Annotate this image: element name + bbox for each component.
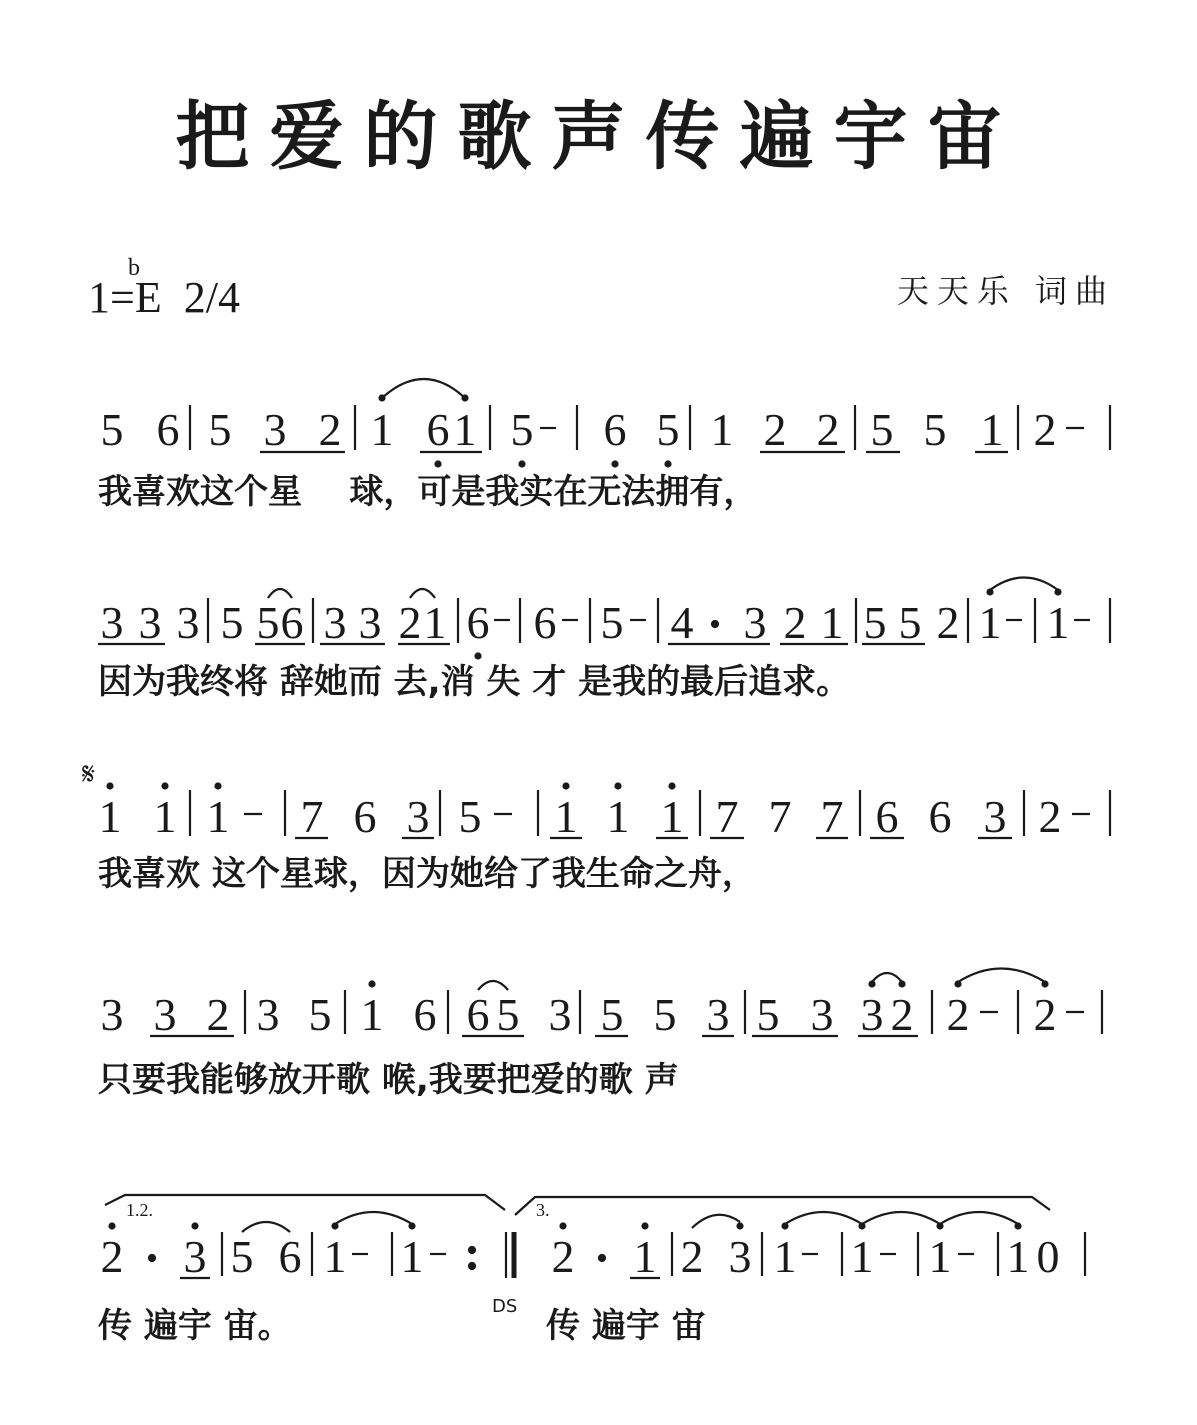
svg-text:3: 3 <box>706 989 730 1040</box>
svg-text:1: 1 <box>660 791 684 842</box>
flat-symbol: b <box>128 255 140 281</box>
svg-text:2: 2 <box>816 404 840 455</box>
svg-text:5: 5 <box>458 791 482 842</box>
svg-text:2: 2 <box>763 404 787 455</box>
svg-text:3: 3 <box>263 404 287 455</box>
svg-text:1: 1 <box>710 404 734 455</box>
ds-marking: DS <box>492 1296 518 1317</box>
svg-text:3: 3 <box>100 989 124 1040</box>
svg-text:7: 7 <box>300 791 324 842</box>
svg-text:1: 1 <box>360 989 384 1040</box>
lyrics-line-4: 只要我能够放开歌 喉,我要把爱的歌 声 <box>98 1060 679 1100</box>
key-note: E <box>134 273 162 322</box>
svg-text:3: 3 <box>358 597 382 648</box>
svg-text:3: 3 <box>810 989 834 1040</box>
svg-text:5: 5 <box>870 404 894 455</box>
svg-text:5: 5 <box>220 597 244 648</box>
lyrics-line-2: 因为我终将 辞她而 去,消 失 才 是我的最后追求。 <box>98 662 851 702</box>
svg-text:7: 7 <box>820 791 844 842</box>
svg-text:2: 2 <box>783 597 807 648</box>
svg-text:5: 5 <box>496 989 520 1040</box>
notation-line-1 <box>0 0 1 1</box>
svg-text:6: 6 <box>280 597 304 648</box>
svg-text:4: 4 <box>670 597 694 648</box>
svg-text:5: 5 <box>756 989 780 1040</box>
svg-text:3: 3 <box>860 989 884 1040</box>
svg-text:5: 5 <box>208 404 232 455</box>
svg-text:1: 1 <box>1006 1231 1030 1282</box>
svg-text:6: 6 <box>278 1231 302 1282</box>
svg-text:3: 3 <box>153 989 177 1040</box>
svg-text:1: 1 <box>206 791 230 842</box>
svg-text:5: 5 <box>510 404 534 455</box>
svg-text:0: 0 <box>1036 1231 1060 1282</box>
svg-text:1: 1 <box>98 791 122 842</box>
svg-text:1: 1 <box>633 1231 657 1282</box>
svg-text:6: 6 <box>466 597 490 648</box>
svg-text:2: 2 <box>680 1231 704 1282</box>
svg-text:5: 5 <box>653 989 677 1040</box>
svg-text:5: 5 <box>923 404 947 455</box>
key-tonic: 1 <box>88 273 110 322</box>
svg-text:1: 1 <box>370 404 394 455</box>
lyrics-line-1: 我喜欢这个星 球，可是我实在无法拥有， <box>98 472 758 512</box>
staff-line-2 <box>98 578 1110 659</box>
svg-text:2: 2 <box>100 1231 124 1282</box>
svg-text:6: 6 <box>353 791 377 842</box>
svg-text:5: 5 <box>863 597 887 648</box>
composer-credit: 天天乐 词曲 <box>896 272 1115 310</box>
svg-text:2: 2 <box>936 597 960 648</box>
svg-text:3: 3 <box>256 989 280 1040</box>
svg-text:2: 2 <box>946 989 970 1040</box>
svg-text:1: 1 <box>978 597 1002 648</box>
svg-text:6: 6 <box>426 404 450 455</box>
svg-text:6: 6 <box>156 404 180 455</box>
svg-text:3: 3 <box>176 597 200 648</box>
svg-text:1: 1 <box>928 1231 952 1282</box>
volta-2-label: 3. <box>536 1200 550 1220</box>
svg-text:2: 2 <box>1038 791 1062 842</box>
staff-line-5 <box>101 1195 1086 1317</box>
svg-text:1: 1 <box>773 1231 797 1282</box>
svg-text:1: 1 <box>323 1231 347 1282</box>
svg-text:6: 6 <box>875 791 899 842</box>
svg-text:1: 1 <box>820 597 844 648</box>
svg-text:2: 2 <box>1033 989 1057 1040</box>
svg-text:3: 3 <box>743 597 767 648</box>
volta-1-label: 1.2. <box>126 1200 153 1220</box>
time-signature: 2/4 <box>183 273 240 322</box>
staff-line-4 <box>101 969 1103 1041</box>
svg-text:3: 3 <box>406 791 430 842</box>
svg-text:3: 3 <box>183 1231 207 1282</box>
staff-line-3 <box>99 784 1111 843</box>
svg-text:2: 2 <box>1033 404 1057 455</box>
svg-text:5: 5 <box>100 404 124 455</box>
svg-text:2: 2 <box>206 989 230 1040</box>
svg-text:1: 1 <box>423 597 447 648</box>
svg-text:1: 1 <box>554 791 578 842</box>
svg-text:3: 3 <box>323 597 347 648</box>
key-equals: = <box>110 273 135 322</box>
svg-text:5: 5 <box>230 1231 254 1282</box>
svg-text:3: 3 <box>548 989 572 1040</box>
svg-text:1: 1 <box>153 791 177 842</box>
svg-text:5: 5 <box>898 597 922 648</box>
svg-text:2: 2 <box>890 989 914 1040</box>
staff-line-1 <box>101 379 1111 467</box>
svg-text:5: 5 <box>600 597 624 648</box>
lyrics-line-5b: 传 遍宇 宙 <box>546 1306 706 1346</box>
svg-text:6: 6 <box>413 989 437 1040</box>
notation-text-block <box>0 0 1 1</box>
svg-text:1: 1 <box>400 1231 424 1282</box>
svg-text:5: 5 <box>256 597 280 648</box>
svg-text:6: 6 <box>928 791 952 842</box>
svg-text:5: 5 <box>600 989 624 1040</box>
svg-text:1: 1 <box>606 791 630 842</box>
svg-text:3: 3 <box>983 791 1007 842</box>
svg-text:1: 1 <box>1046 597 1070 648</box>
svg-text:5: 5 <box>308 989 332 1040</box>
svg-text:2: 2 <box>318 404 342 455</box>
svg-text:7: 7 <box>768 791 792 842</box>
song-title: 把爱的歌声传遍宇宙 <box>175 94 1022 180</box>
svg-text:3: 3 <box>100 597 124 648</box>
svg-text:3: 3 <box>728 1231 752 1282</box>
svg-text:6: 6 <box>466 989 490 1040</box>
svg-text:6: 6 <box>603 404 627 455</box>
svg-text:1: 1 <box>453 404 477 455</box>
svg-text:2: 2 <box>398 597 422 648</box>
lyrics-line-3: 我喜欢 这个星球，因为她给了我生命之舟， <box>98 854 756 894</box>
lyrics-line-5a: 传 遍宇 宙。 <box>98 1306 292 1346</box>
segno-sign: 𝄋 <box>82 757 95 792</box>
svg-text:7: 7 <box>715 791 739 842</box>
svg-text:6: 6 <box>533 597 557 648</box>
svg-text:3: 3 <box>138 597 162 648</box>
svg-text:2: 2 <box>551 1231 575 1282</box>
svg-text:5: 5 <box>656 404 680 455</box>
svg-text:1: 1 <box>850 1231 874 1282</box>
svg-text:1: 1 <box>980 404 1004 455</box>
